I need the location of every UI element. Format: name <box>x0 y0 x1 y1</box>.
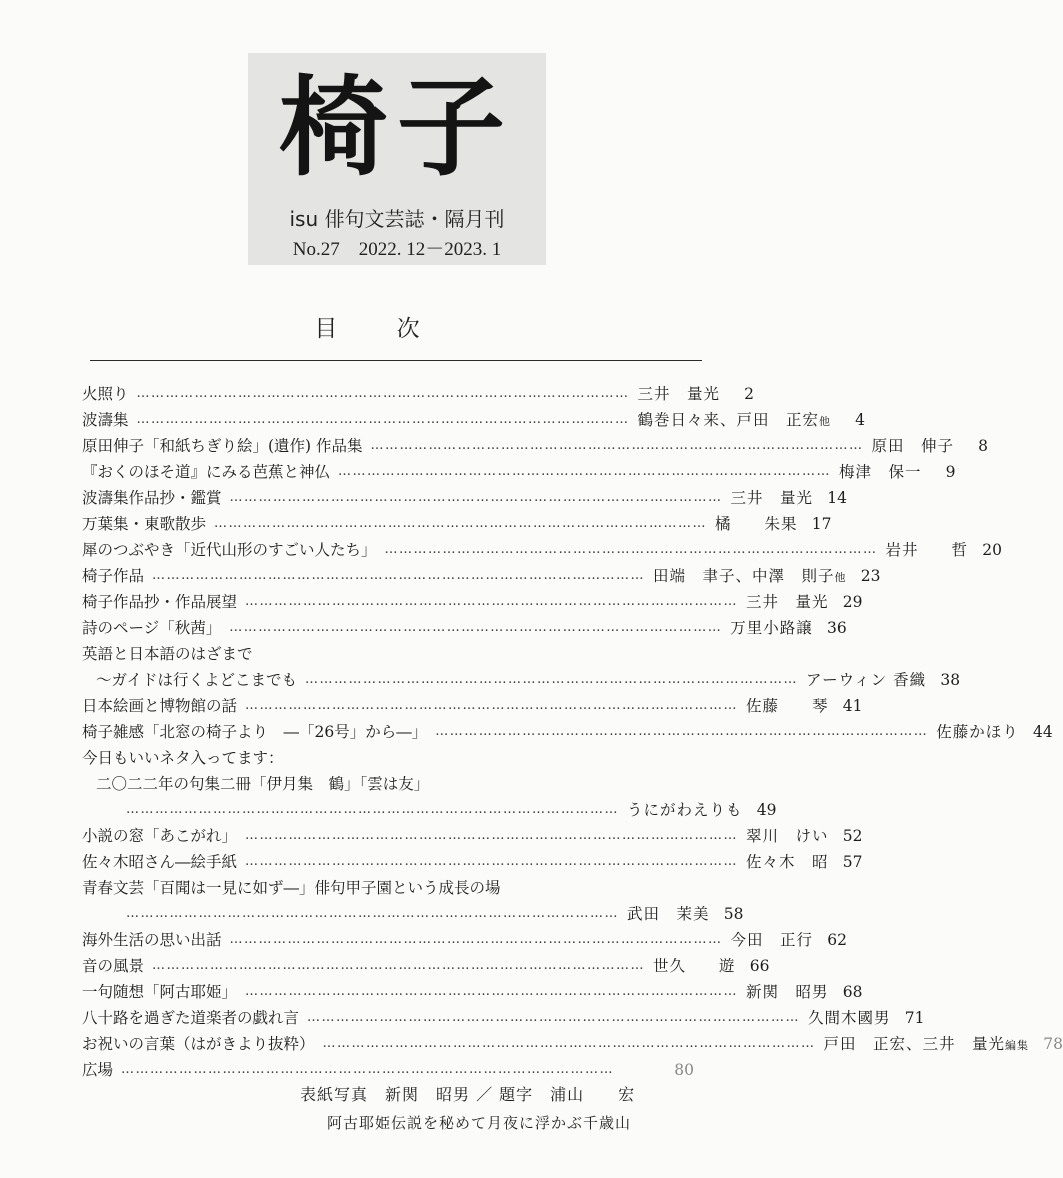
entry-title: 小説の窓「あこがれ」 <box>82 827 238 845</box>
leader-dots: ………………………………………………………………………………………… <box>307 1010 801 1025</box>
entry-author: アーウィン 香織 <box>806 671 927 689</box>
leader-dots: ………………………………………………………………………………………… <box>136 412 630 427</box>
leader-dots: ………………………………………………………………………………………… <box>229 620 723 635</box>
entry-title: 佐々木昭さん―絵手紙 <box>82 853 238 871</box>
leader-dots: ………………………………………………………………………………………… <box>152 958 646 973</box>
entry-title: 八十路を過ぎた道楽者の戯れ言 <box>82 1009 300 1027</box>
entry-title: 広場 <box>82 1061 114 1079</box>
entry-author: 佐々木 昭 <box>746 853 829 871</box>
toc-entry <box>82 433 989 459</box>
toc-entry <box>82 563 881 589</box>
entry-author: 梅津 保一 <box>839 463 922 481</box>
toc-title: 目 次 <box>314 316 446 342</box>
toc-entry <box>82 407 866 433</box>
entry-page: 49 <box>756 801 777 819</box>
toc-entry <box>82 719 1053 745</box>
entry-page: 20 <box>982 541 1003 559</box>
entry-author: 武田 茉美 <box>627 905 710 923</box>
leader-dots: ………………………………………………………………………………………… <box>305 672 799 687</box>
entry-author: 翠川 けい <box>746 827 829 845</box>
entry-title: 椅子作品 <box>82 567 145 585</box>
entry-page: 68 <box>842 983 863 1001</box>
leader-dots: ………………………………………………………………………………………… <box>214 516 708 531</box>
entry-page: 78 <box>1043 1035 1063 1053</box>
entry-author: 万里小路譲 <box>730 619 813 637</box>
leader-dots: ………………………………………………………………………………………… <box>245 594 739 609</box>
entry-title: 詩のページ「秋茜」 <box>82 619 222 637</box>
entry-title: 青春文芸「百聞は一見に如ず―」俳句甲子園という成長の場 <box>82 879 501 897</box>
entry-author: 三井 量光 <box>730 489 814 507</box>
entry-page: 17 <box>811 515 832 533</box>
leader-dots: ………………………………………………………………………………………… <box>126 906 619 921</box>
toc-entry <box>82 823 863 849</box>
leader-dots: ………………………………………………………………………………………… <box>245 828 739 843</box>
toc-entry <box>82 537 1003 563</box>
toc-entry <box>82 485 848 511</box>
entry-page: 62 <box>827 931 848 949</box>
entry-author: 久間木國男 <box>808 1009 891 1027</box>
issue-number: No.27 2022. 12－2023. 1 <box>292 239 502 260</box>
leader-dots: ………………………………………………………………………………………… <box>384 542 878 557</box>
entry-note: 他 <box>834 571 847 584</box>
entry-title: 椅子作品抄・作品展望 <box>82 593 238 611</box>
entry-title: 原田伸子「和紙ちぎり絵」(遺作) 作品集 <box>82 437 363 455</box>
entry-author: 佐藤 琴 <box>746 697 829 715</box>
leader-dots: ………………………………………………………………………………………… <box>229 490 723 505</box>
toc-entry <box>82 615 847 641</box>
entry-title: 二〇二二年の句集二冊「伊月集 鶴」「雲は友」 <box>96 775 430 793</box>
toc-entry <box>82 849 863 875</box>
toc-entry <box>82 1005 925 1031</box>
leader-dots: ………………………………………………………………………………………… <box>338 464 832 479</box>
entry-author: 鶴巻日々来、戸田 正宏他 <box>637 411 832 429</box>
entry-page: 36 <box>826 619 847 637</box>
leader-dots: ………………………………………………………………………………………… <box>245 984 739 999</box>
leader-dots: ………………………………………………………………………………………… <box>136 386 630 401</box>
magazine-subtitle: isu 俳句文芸誌・隔月刊 <box>289 207 505 231</box>
leader-dots: ………………………………………………………………………………………… <box>229 932 723 947</box>
toc-entry <box>82 459 956 485</box>
toc-entry <box>82 797 777 823</box>
leader-dots: ………………………………………………………………………………………… <box>435 724 929 739</box>
entry-title: 一句随想「阿古耶姫」 <box>82 983 238 1001</box>
cover-credits: 表紙写真 新関 昭男 ／ 題字 浦山 宏 <box>300 1085 636 1104</box>
entry-page: 23 <box>860 567 881 585</box>
entry-page: 2 <box>744 385 755 403</box>
entry-author: 新関 昭男 <box>746 983 829 1001</box>
entry-title: ～ガイドは行くよどこまでも <box>96 671 298 689</box>
leader-dots: ………………………………………………………………………………………… <box>126 802 619 817</box>
leader-dots: ………………………………………………………………………………………… <box>121 1062 615 1077</box>
toc-entry <box>82 979 863 1005</box>
entry-page: 4 <box>855 411 866 429</box>
entry-title: 音の風景 <box>82 957 145 975</box>
entry-note: 編集 <box>1005 1039 1030 1052</box>
entry-title: 椅子雑感「北窓の椅子より ―「26号」から―」 <box>82 723 428 741</box>
entry-author: 世久 遊 <box>653 957 736 975</box>
entry-page: 8 <box>978 437 989 455</box>
entry-title: 英語と日本語のはざまで <box>82 645 253 663</box>
toc-entry <box>82 745 694 771</box>
entry-page: 57 <box>842 853 863 871</box>
toc-entry <box>82 589 863 615</box>
entry-page: 52 <box>842 827 863 845</box>
toc-entry <box>82 771 694 797</box>
leader-dots: ………………………………………………………………………………………… <box>370 438 864 453</box>
entry-author: 岩井 哲 <box>885 541 969 559</box>
entry-title: 波濤集 <box>82 411 129 429</box>
entry-page: 41 <box>842 697 863 715</box>
toc-divider <box>90 360 702 361</box>
entry-title: 今日もいいネタ入ってます： <box>82 749 284 767</box>
entry-title: 波濤集作品抄・鑑賞 <box>82 489 222 507</box>
entry-title: 火照り <box>82 385 129 403</box>
entry-title: 『おくのほそ道』にみる芭蕉と神仏 <box>82 463 331 481</box>
toc-entry <box>82 381 755 407</box>
toc-entry <box>82 875 694 901</box>
entry-page: 80 <box>674 1061 694 1079</box>
toc-entry <box>82 901 744 927</box>
entry-author: 三井 量光 <box>637 385 721 403</box>
toc-entry <box>82 927 848 953</box>
entry-title: 日本絵画と博物館の話 <box>82 697 238 715</box>
toc-entry <box>82 667 961 693</box>
leader-dots: ………………………………………………………………………………………… <box>152 568 646 583</box>
leader-dots: ………………………………………………………………………………………… <box>245 698 739 713</box>
masthead <box>248 53 546 265</box>
entry-page: 14 <box>827 489 848 507</box>
toc-entry <box>82 511 832 537</box>
entry-page: 58 <box>723 905 744 923</box>
leader-dots: ………………………………………………………………………………………… <box>322 1036 816 1051</box>
entry-note: 他 <box>819 415 832 428</box>
entry-author: うにがわえりも <box>627 801 743 819</box>
entry-page: 29 <box>842 593 863 611</box>
entry-author: 原田 伸子 <box>871 437 955 455</box>
toc-entry <box>82 1031 1063 1057</box>
toc-entry <box>82 693 863 719</box>
toc-entry <box>82 641 694 667</box>
magazine-logo: 椅子 <box>278 66 515 191</box>
entry-author: 三井 量光 <box>746 593 829 611</box>
entry-title: 犀のつぶやき「近代山形のすごい人たち」 <box>82 541 377 559</box>
entry-title: 万葉集・東歌散歩 <box>82 515 207 533</box>
toc-entry <box>82 1057 694 1083</box>
cover-caption: 阿古耶姫伝説を秘めて月夜に浮かぶ千歳山 <box>327 1114 632 1132</box>
entry-title: お祝いの言葉（はがきより抜粋） <box>82 1035 315 1053</box>
entry-page: 66 <box>749 957 770 975</box>
entry-author: 橘 朱果 <box>715 515 798 533</box>
entry-page: 44 <box>1033 723 1053 741</box>
entry-page: 38 <box>940 671 961 689</box>
toc-entry <box>82 953 770 979</box>
entry-page: 9 <box>945 463 956 481</box>
entry-author: 戸田 正宏、三井 量光編集 <box>823 1035 1030 1053</box>
entry-author: 田端 聿子、中澤 則子他 <box>653 567 847 585</box>
entry-title: 海外生活の思い出話 <box>82 931 222 949</box>
leader-dots: ………………………………………………………………………………………… <box>245 854 739 869</box>
entry-page: 71 <box>904 1009 925 1027</box>
entry-author: 今田 正行 <box>730 931 814 949</box>
entry-author: 佐藤かほり <box>936 723 1019 741</box>
